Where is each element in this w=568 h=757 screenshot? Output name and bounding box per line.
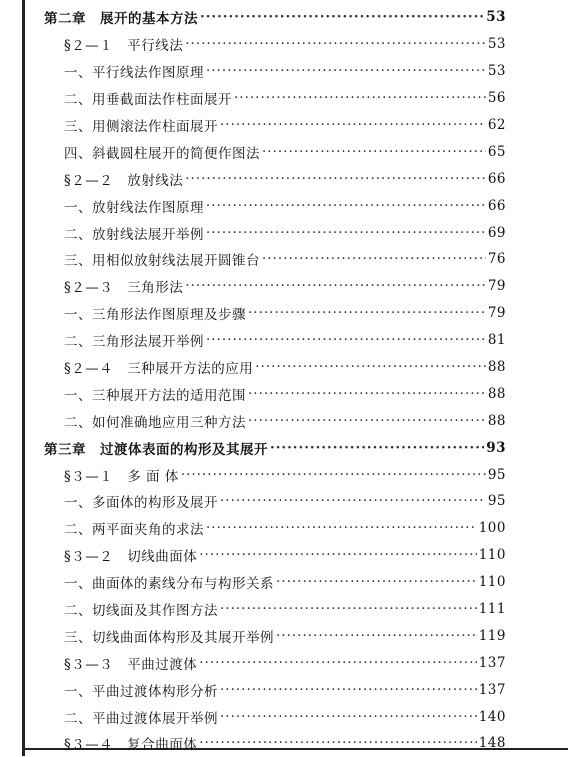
toc-section-entry[interactable] xyxy=(0,31,568,58)
toc-subsection-entry[interactable] xyxy=(0,596,568,623)
toc-entry-title: 二、三角形法展开举例 xyxy=(64,334,204,351)
toc-entry-title: 一、平曲过渡体构形分析 xyxy=(64,683,218,700)
toc-dot-leader xyxy=(262,251,486,267)
toc-entry-title: 三、用侧滚法作柱面展开 xyxy=(64,119,218,135)
toc-entry-title: 二、两平面夹角的求法 xyxy=(64,522,204,539)
toc-dot-leader xyxy=(206,332,486,348)
toc-dot-leader xyxy=(234,90,486,106)
toc-dot-leader xyxy=(220,601,477,617)
toc-entry-title: 二、平曲过渡体展开举例 xyxy=(64,710,218,727)
toc-entry-title: §２—３ 三角形法 xyxy=(64,280,184,297)
toc-dot-leader xyxy=(220,682,477,698)
toc-dot-leader xyxy=(199,547,476,563)
toc-entry-title: §３—４ 复合曲面体 xyxy=(64,737,198,754)
toc-page-number: 111 xyxy=(478,601,506,618)
toc-entry-title: 第三章 过渡体表面的构形及其展开 xyxy=(44,441,268,458)
toc-section-entry[interactable] xyxy=(0,354,568,381)
toc-subsection-entry[interactable] xyxy=(0,300,568,327)
toc-subsection-entry[interactable] xyxy=(0,622,568,649)
toc-dot-leader xyxy=(199,655,476,671)
toc-page-number: 56 xyxy=(487,90,506,107)
toc-dot-leader xyxy=(270,440,484,456)
toc-page-number: 88 xyxy=(487,359,506,376)
toc-page-number: 53 xyxy=(487,36,506,53)
toc-entry-title: §３—２ 切线曲面体 xyxy=(64,549,198,566)
toc-page-number: 88 xyxy=(487,385,506,402)
toc-dot-leader xyxy=(206,225,486,241)
toc-section-entry[interactable] xyxy=(0,273,568,300)
toc-page-number: 148 xyxy=(478,735,506,752)
toc-dot-leader xyxy=(206,520,477,536)
toc-dot-leader xyxy=(276,574,477,590)
toc-page-number: 119 xyxy=(478,627,506,644)
toc-page-number: 95 xyxy=(487,466,506,483)
toc-page-number: 53 xyxy=(486,9,506,26)
toc-entry-title: 三、用相似放射线法展开圆锥台 xyxy=(64,253,260,270)
toc-subsection-entry[interactable] xyxy=(0,246,568,273)
toc-page-number: 81 xyxy=(487,332,506,349)
toc-entry-title: 二、用垂截面法作柱面展开 xyxy=(64,92,232,109)
toc-page-number: 79 xyxy=(487,305,506,322)
toc-dot-leader xyxy=(206,198,486,214)
toc-entry-title: 一、多面体的构形及展开 xyxy=(64,495,218,512)
toc-section-entry[interactable] xyxy=(0,649,568,676)
toc-dot-leader xyxy=(181,467,486,483)
toc-entry-title: 一、曲面体的素线分布与构形关系 xyxy=(64,576,274,593)
toc-chapter-entry[interactable] xyxy=(0,4,568,31)
toc-entry-title: §３—３ 平曲过渡体 xyxy=(64,656,198,673)
toc-subsection-entry[interactable] xyxy=(0,515,568,542)
toc-dot-leader xyxy=(262,144,486,160)
toc-entry-title: 四、斜截圆柱展开的简便作图法 xyxy=(64,145,260,162)
toc-page-number: 76 xyxy=(487,251,506,268)
toc-subsection-entry[interactable] xyxy=(0,192,568,219)
toc-page-number: 53 xyxy=(487,63,506,80)
toc-page-number: 62 xyxy=(487,117,506,133)
toc-section-entry[interactable] xyxy=(0,542,568,569)
toc-page-number: 137 xyxy=(478,654,506,671)
toc-dot-leader xyxy=(276,628,477,644)
toc-subsection-entry[interactable] xyxy=(0,85,568,112)
toc-page-number: 110 xyxy=(478,547,506,564)
toc-dot-leader xyxy=(255,359,486,375)
toc-entry-title: §２—２ 放射线法 xyxy=(64,172,184,189)
toc-section-entry[interactable] xyxy=(0,461,568,488)
toc-subsection-entry[interactable] xyxy=(0,327,568,354)
toc-dot-leader xyxy=(206,63,486,79)
toc-entry-title: 第二章 展开的基本方法 xyxy=(44,11,198,28)
toc-entry-title: 一、平行线法作图原理 xyxy=(64,65,204,82)
toc-dot-leader xyxy=(220,493,486,509)
toc-subsection-entry[interactable] xyxy=(0,138,568,165)
toc-page-number: 140 xyxy=(478,708,506,725)
toc-entry-title: 一、三种展开方法的适用范围 xyxy=(64,387,246,404)
toc-page-number: 88 xyxy=(487,412,506,429)
toc-dot-leader xyxy=(185,278,486,294)
toc-page-number: 65 xyxy=(487,143,506,160)
toc-page-number: 66 xyxy=(487,170,506,187)
toc-page-number: 93 xyxy=(486,439,506,456)
toc-entry-title: 二、如何准确地应用三种方法 xyxy=(64,414,246,431)
toc-page-number: 79 xyxy=(487,278,506,295)
toc-dot-leader xyxy=(248,413,486,429)
toc-dot-leader xyxy=(220,117,486,133)
toc-page-number: 110 xyxy=(478,574,506,591)
toc-page-number: 69 xyxy=(487,224,506,241)
toc-dot-leader xyxy=(220,709,477,725)
toc-page-number: 66 xyxy=(487,197,506,214)
toc-entry-title: 一、放射线法作图原理 xyxy=(64,199,204,216)
toc-subsection-entry[interactable] xyxy=(0,703,568,730)
toc-dot-leader xyxy=(248,386,486,402)
toc-dot-leader xyxy=(200,9,484,25)
toc-subsection-entry[interactable] xyxy=(0,569,568,596)
toc-dot-leader xyxy=(185,171,486,187)
toc-entry-title: 二、放射线法展开举例 xyxy=(64,226,204,243)
toc-section-entry[interactable] xyxy=(0,165,568,192)
toc-section-entry[interactable] xyxy=(0,730,568,757)
table-of-contents xyxy=(0,4,568,757)
toc-entry-title: §２—１ 平行线法 xyxy=(64,38,184,55)
toc-page-number: 100 xyxy=(478,520,506,537)
toc-entry-title: §３—１ 多 面 体 xyxy=(64,468,179,485)
toc-subsection-entry[interactable] xyxy=(0,407,568,434)
toc-entry-title: 三、切线曲面体构形及其展开举例 xyxy=(64,629,274,646)
toc-subsection-entry[interactable] xyxy=(0,112,568,139)
toc-subsection-entry[interactable] xyxy=(0,380,568,407)
toc-entry-title: §２—４ 三种展开方法的应用 xyxy=(64,361,254,378)
toc-page-number: 95 xyxy=(487,493,506,510)
toc-subsection-entry[interactable] xyxy=(0,488,568,515)
toc-chapter-entry[interactable] xyxy=(0,434,568,461)
toc-entry-title: 二、切线面及其作图方法 xyxy=(64,603,218,620)
toc-subsection-entry[interactable] xyxy=(0,58,568,85)
toc-dot-leader xyxy=(199,735,476,751)
toc-dot-leader xyxy=(185,36,486,52)
toc-entry-title: 一、三角形法作图原理及步骤 xyxy=(64,307,246,324)
toc-page-number: 137 xyxy=(478,681,506,698)
toc-subsection-entry[interactable] xyxy=(0,676,568,703)
toc-dot-leader xyxy=(248,305,486,321)
toc-subsection-entry[interactable] xyxy=(0,219,568,246)
